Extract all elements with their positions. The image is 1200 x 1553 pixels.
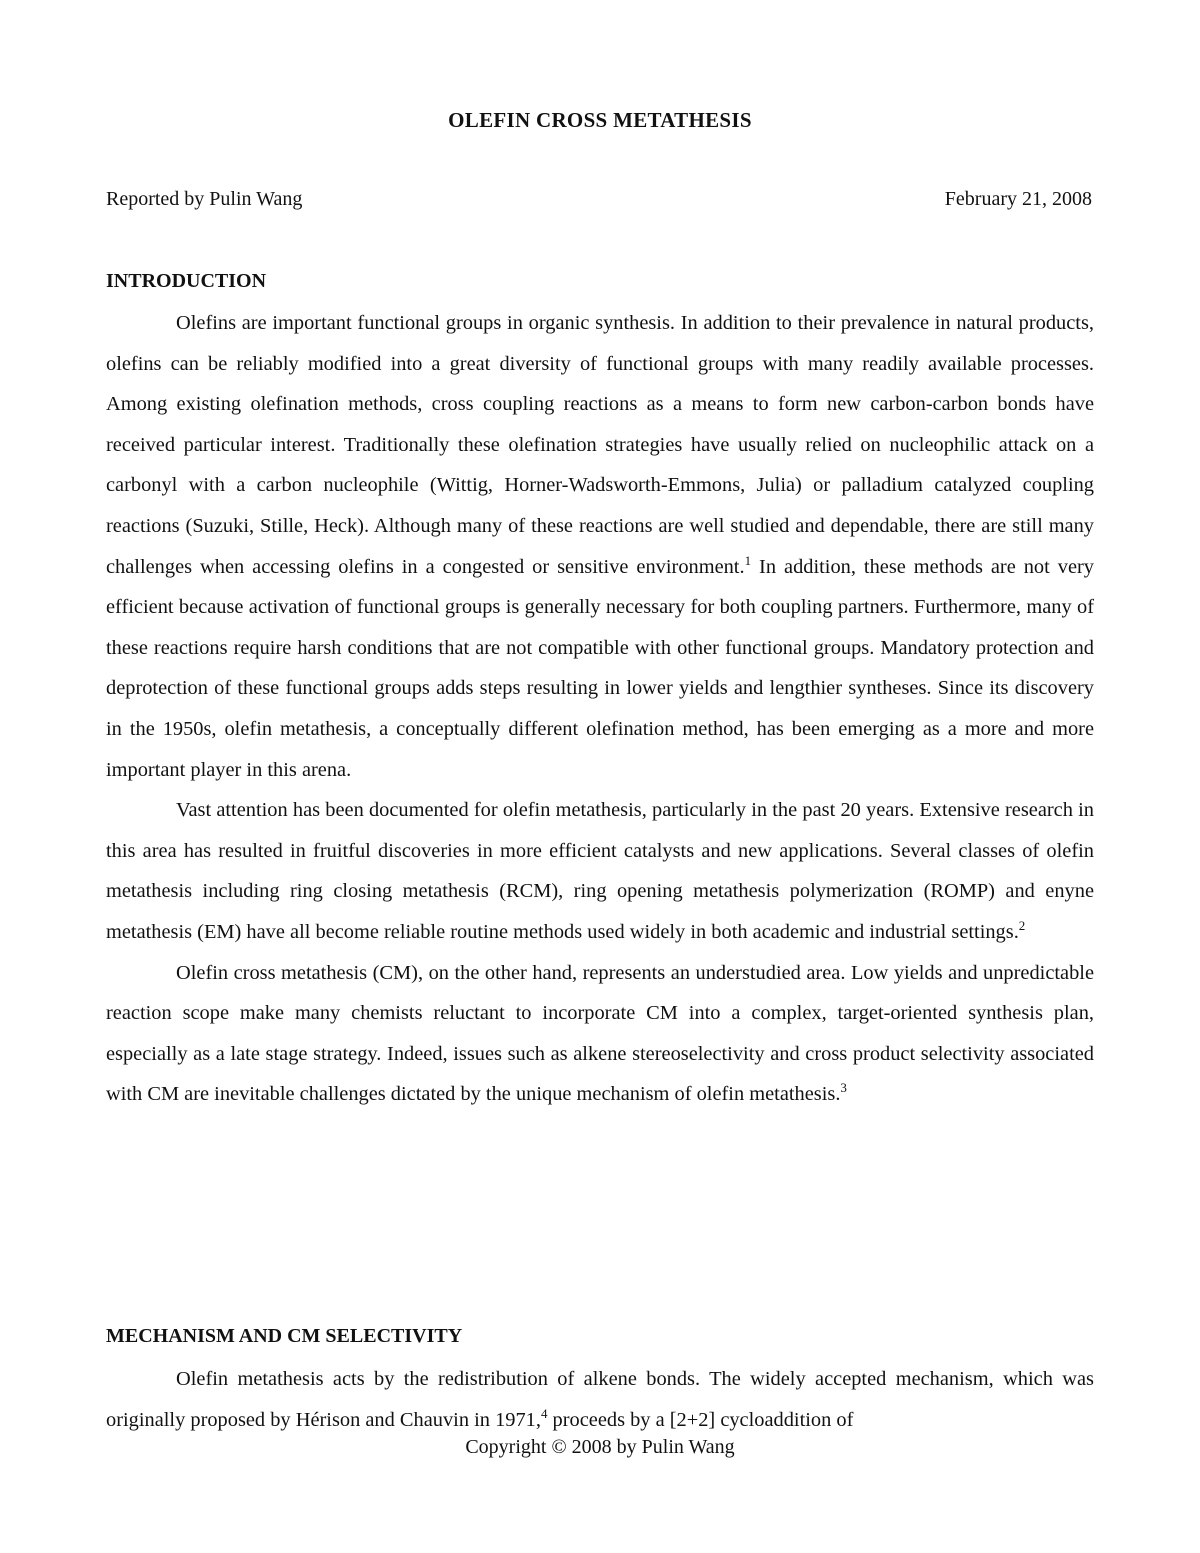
mech-p1-text-a: Olefin metathesis acts by the redistribution of alkene bonds. The widely accepted mechanism, which was originally proposed by Hérison and Chauvin in 1971, (106, 1368, 1094, 1431)
citation-3: 3 (840, 1080, 847, 1096)
introduction-body (106, 303, 1094, 1115)
intro-p2-text: Vast attention has been documented for olefin metathesis, particularly in the past 20 years. Extensive research in this area has resulted in fruitful discoveries in more efficient catalysts and new applications. Several classes of olefin metathesis including ring closing metathesis (RCM), ring opening metathesis polymerization (ROMP) and enyne metathesis (EM) have all become reliable routine methods used widely in both academic and industrial settings. (106, 799, 1094, 943)
author-line: Reported by Pulin Wang (106, 188, 303, 210)
mech-p1-text-b: proceeds by a [2+2] cycloaddition of (547, 1408, 854, 1431)
mechanism-body (106, 1359, 1094, 1440)
intro-p1-text-b: In addition, these methods are not very efficient because activation of functional groups is generally necessary for both coupling partners. Furthermore, many of these reactions require harsh conditions that are not compatible with other functional groups. Mandatory protection and deprotection of these functional groups adds steps resulting in lower yields and lengthier syntheses. Since its discovery in the 1950s, olefin metathesis, a conceptually different olefination method, has been emerging as a more and more important player in this arena. (106, 555, 1094, 781)
introduction-heading: INTRODUCTION (106, 270, 267, 292)
intro-paragraph-1 (106, 303, 1094, 790)
report-date: February 21, 2008 (944, 188, 1092, 210)
citation-4: 4 (540, 1405, 548, 1421)
document-title: OLEFIN CROSS METATHESIS (448, 108, 752, 132)
mechanism-paragraph-1 (106, 1359, 1094, 1440)
mechanism-heading: MECHANISM AND CM SELECTIVITY (106, 1325, 463, 1347)
citation-2: 2 (1018, 917, 1026, 933)
intro-paragraph-3 (106, 953, 1094, 1115)
intro-p3-text: Olefin cross metathesis (CM), on the other hand, represents an understudied area. Low yields and unpredictable reaction scope make many chemists reluctant to incorporate CM into a complex, target-oriented synthesis plan, especially as a late stage strategy. Indeed, issues such as alkene stereoselectivity and cross product selectivity associated with CM are inevitable challenges dictated by the unique mechanism of olefin metathesis. (106, 961, 1094, 1106)
intro-p1-text-a: Olefins are important functional groups in organic synthesis. In addition to their prevalence in natural products, olefins can be reliably modified into a great diversity of functional groups with many readily available processes. Among existing olefination methods, cross coupling reactions as a means to form new carbon-carbon bonds have received particular interest. Traditionally these olefination strategies have usually relied on nucleophilic attack on a carbonyl with a carbon nucleophile (Wittig, Horner-Wadsworth-Emmons, Julia) or palladium catalyzed coupling reactions (Suzuki, Stille, Heck). Although many of these reactions are well studied and dependable, there are still many challenges when accessing olefins in a congested or sensitive environment. (106, 312, 1094, 578)
copyright-footer: Copyright © 2008 by Pulin Wang (465, 1436, 735, 1458)
citation-1: 1 (744, 552, 752, 568)
intro-paragraph-2 (106, 790, 1094, 952)
